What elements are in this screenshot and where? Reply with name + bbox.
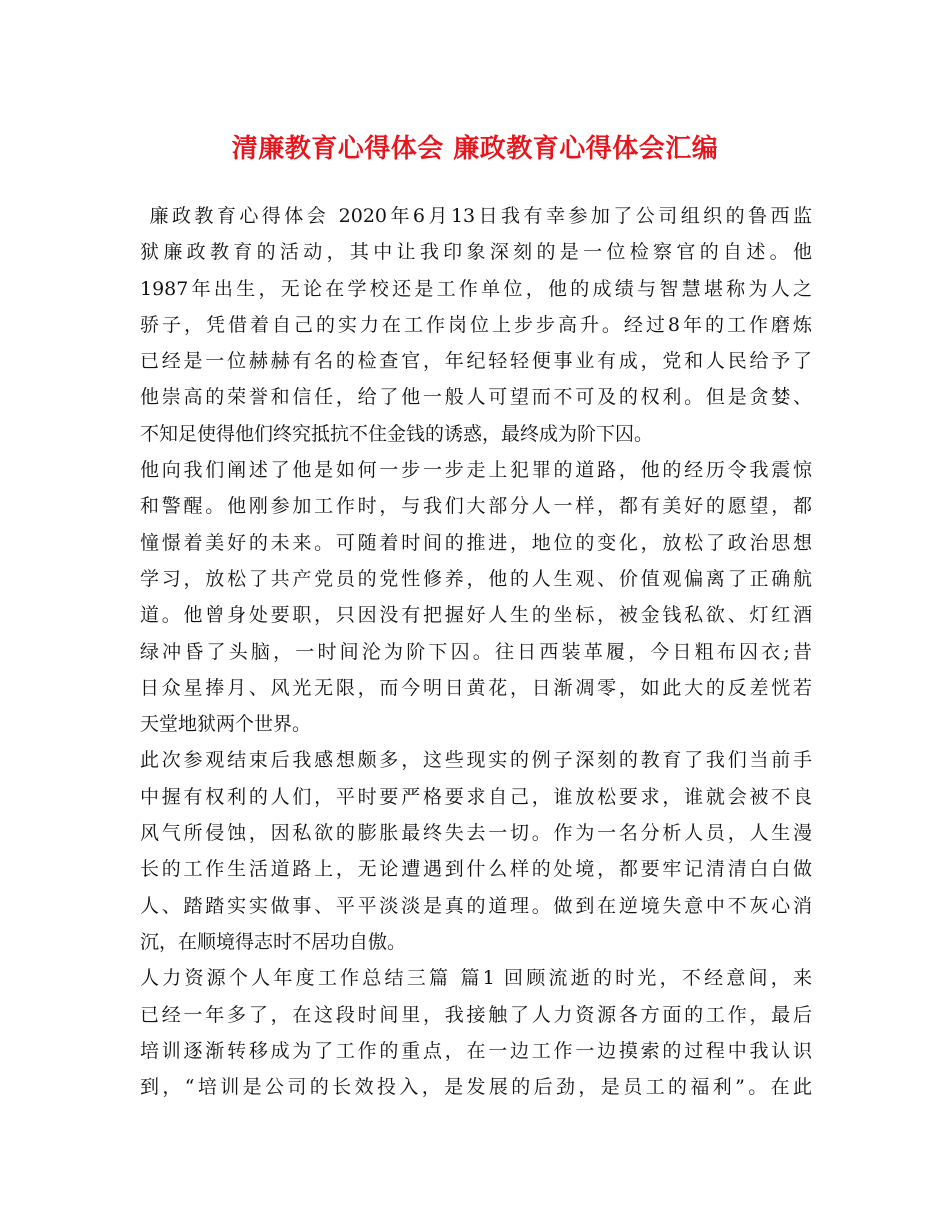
text-line: 到，“培训是公司的长效投入，是发展的后劲，是员工的福利”。在此 xyxy=(140,1076,812,1099)
text-line: 不知足使得他们终究抵抗不住金钱的诱惑，最终成为阶下囚。 xyxy=(140,422,654,445)
text-line: 已经一年多了，在这段时间里，我接触了人力资源各方面的工作，最后 xyxy=(140,1003,812,1026)
text-line: 1987年出生，无论在学校还是工作单位，他的成绩与智慧堪称为人之 xyxy=(140,277,812,300)
text-line: 廉政教育心得体会 2020年6月13日我有幸参加了公司组织的鲁西监 xyxy=(140,205,812,227)
text-line: 风气所侵蚀，因私欲的膨胀最终失去一切。作为一名分析人员，人生漫 xyxy=(140,822,812,845)
text-line: 狱廉政教育的活动，其中让我印象深刻的是一位检察官的自述。他 xyxy=(140,241,812,264)
document-title: 清廉教育心得体会 廉政教育心得体会汇编 xyxy=(231,134,719,164)
text-line: 已经是一位赫赫有名的检查官，年纪轻轻便事业有成，党和人民给予了 xyxy=(140,350,812,373)
paragraph xyxy=(140,742,812,960)
text-line: 天堂地狱两个世界。 xyxy=(140,713,312,736)
text-line: 培训逐渐转移成为了工作的重点，在一边工作一边摸索的过程中我认识 xyxy=(140,1039,812,1062)
text-line: 道。他曾身处要职，只因没有把握好人生的坐标，被金钱私欲、灯红酒 xyxy=(140,604,812,627)
text-line: 沉，在顺境得志时不居功自傲。 xyxy=(140,930,407,953)
paragraph xyxy=(140,452,812,742)
paragraph xyxy=(140,198,812,452)
text-line: 学习，放松了共产党员的党性修养，他的人生观、价值观偏离了正确航 xyxy=(140,567,812,590)
text-line: 长的工作生活道路上，无论遭遇到什么样的处境，都要牢记清清白白做 xyxy=(140,858,812,881)
text-line: 人、踏踏实实做事、平平淡淡是真的道理。做到在逆境失意中不灰心消 xyxy=(140,894,812,917)
paragraph xyxy=(140,960,812,1105)
text-line: 绿冲昏了头脑，一时间沦为阶下囚。往日西装革履，今日粗布囚衣;昔 xyxy=(140,640,812,663)
text-line: 人力资源个人年度工作总结三篇 篇1 回顾流逝的时光，不经意间，来 xyxy=(140,967,812,990)
text-line: 中握有权利的人们，平时要严格要求自己，谁放松要求，谁就会被不良 xyxy=(140,785,812,808)
text-line: 他向我们阐述了他是如何一步一步走上犯罪的道路，他的经历令我震惊 xyxy=(140,459,812,482)
text-line: 和警醒。他刚参加工作时，与我们大部分人一样，都有美好的愿望，都 xyxy=(140,495,812,518)
text-line: 日众星捧月、风光无限，而今明日黄花，日渐凋零，如此大的反差恍若 xyxy=(140,676,812,699)
document-body xyxy=(140,198,812,1105)
text-line: 憧憬着美好的未来。可随着时间的推进，地位的变化，放松了政治思想 xyxy=(140,531,812,554)
text-line: 他崇高的荣誉和信任，给了他一般人可望而不可及的权利。但是贪婪、 xyxy=(140,386,812,409)
text-line: 骄子，凭借着自己的实力在工作岗位上步步高升。经过8年的工作磨炼 xyxy=(140,313,812,336)
text-line: 此次参观结束后我感想颇多，这些现实的例子深刻的教育了我们当前手 xyxy=(140,749,812,772)
